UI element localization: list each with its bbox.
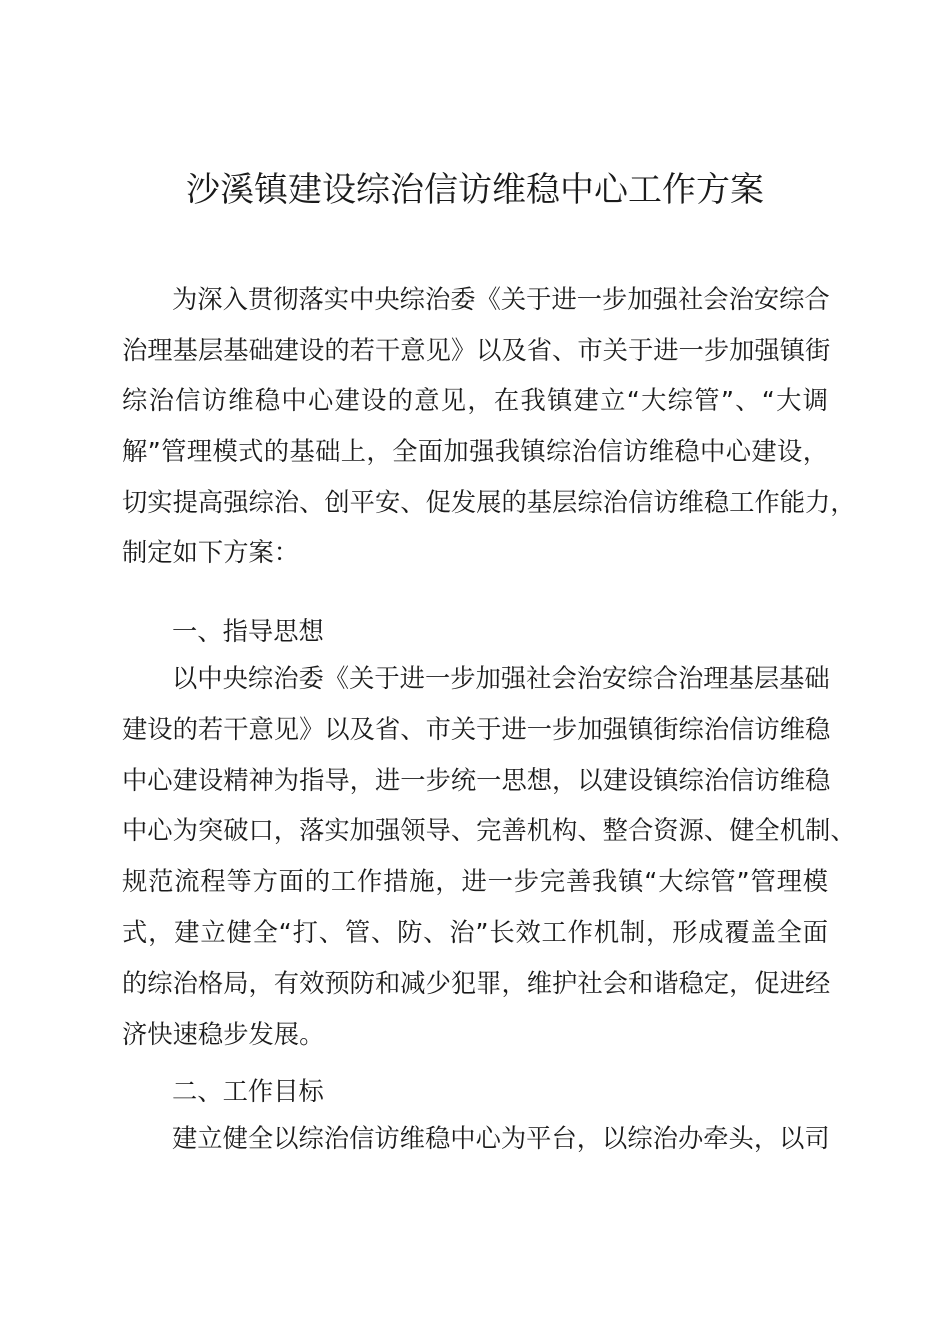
section-1-heading: 一、指导思想 [172, 617, 324, 646]
section-1-line-4: 中心为突破口，落实加强领导、完善机构、整合资源、健全机制、 [122, 816, 856, 845]
intro-line-1: 为深入贯彻落实中央综治委《关于进一步加强社会治安综合 [172, 285, 830, 314]
intro-line-5: 切实提高强综治、创平安、促发展的基层综治信访维稳工作能力， [122, 488, 856, 517]
intro-line-2: 治理基层基础建设的若干意见》以及省、市关于进一步加强镇街 [122, 336, 831, 365]
section-1-line-1: 以中央综治委《关于进一步加强社会治安综合治理基层基础 [172, 664, 830, 693]
section-1-line-8: 济快速稳步发展。 [122, 1020, 325, 1049]
section-2-line-1: 建立健全以综治信访维稳中心为平台，以综治办牵头，以司 [172, 1124, 830, 1153]
intro-line-4: 解”管理模式的基础上，全面加强我镇综治信访维稳中心建设， [122, 437, 828, 466]
section-1-line-5: 规范流程等方面的工作措施，进一步完善我镇“大综管”管理模 [122, 867, 828, 896]
section-1-line-2: 建设的若干意见》以及省、市关于进一步加强镇街综治信访维稳 [122, 715, 831, 744]
section-1-line-3: 中心建设精神为指导，进一步统一思想，以建设镇综治信访维稳 [122, 766, 831, 795]
intro-line-3: 综治信访维稳中心建设的意见，在我镇建立“大综管”、“大调 [122, 386, 828, 415]
section-1-line-6: 式，建立健全“打、管、防、治”长效工作机制，形成覆盖全面 [122, 918, 828, 947]
intro-line-6: 制定如下方案： [122, 538, 300, 567]
section-1-line-7: 的综治格局，有效预防和减少犯罪，维护社会和谐稳定，促进经 [122, 969, 831, 998]
document-title: 沙溪镇建设综治信访维稳中心工作方案 [186, 170, 764, 210]
section-2-heading: 二、工作目标 [172, 1077, 324, 1106]
